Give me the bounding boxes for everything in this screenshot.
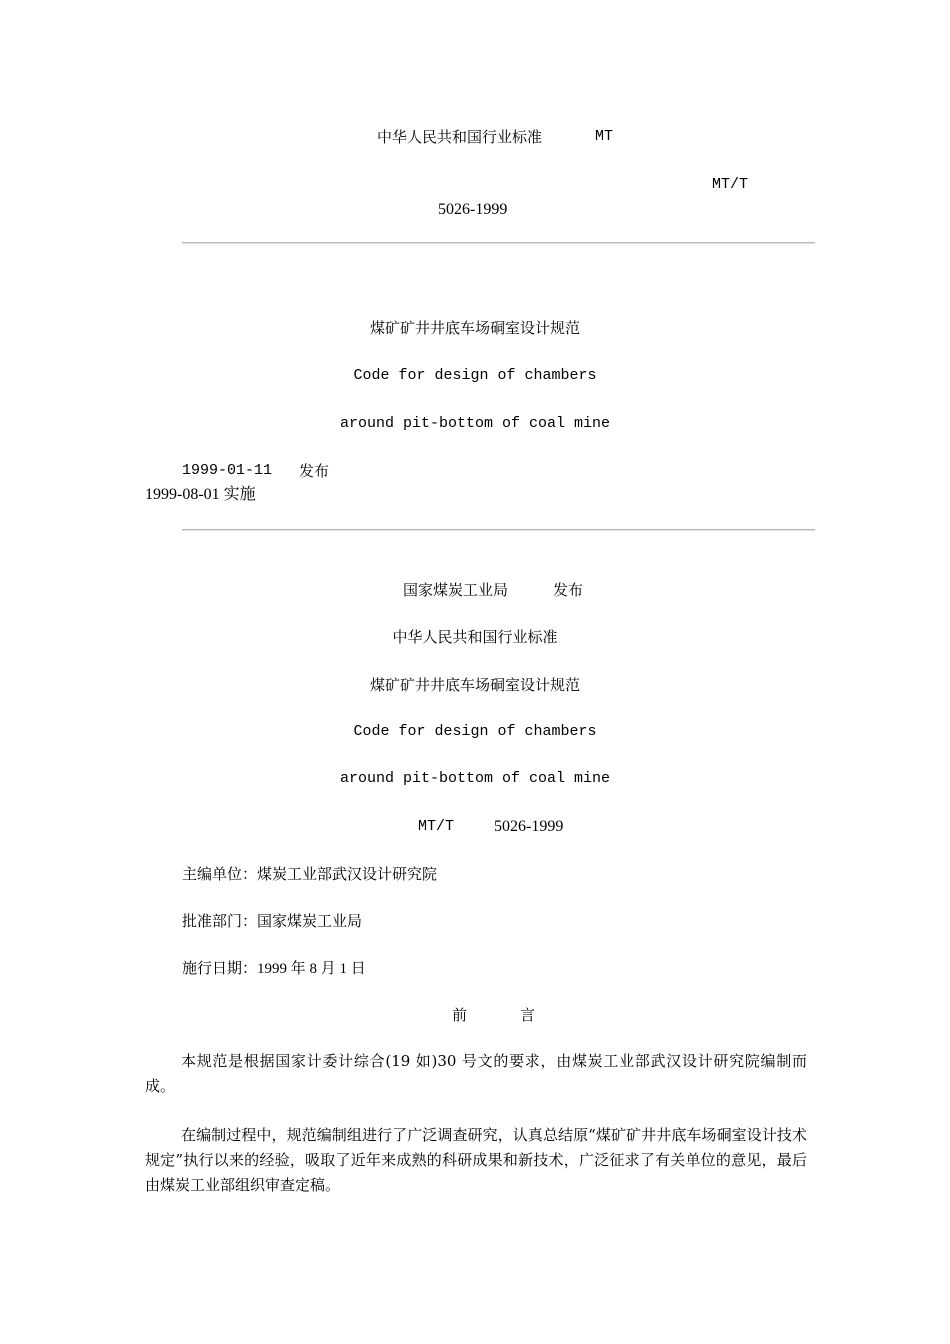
document-title-cn: 煤矿矿井井底车场硐室设计规范	[369, 319, 580, 337]
standard-title: 中华人民共和国行业标准	[377, 128, 543, 146]
effective-line	[182, 958, 366, 979]
second-code-prefix: MT/T	[418, 818, 455, 835]
second-title-cn: 煤矿矿井井底车场硐室设计规范	[369, 676, 580, 694]
approver-line	[182, 911, 362, 931]
divider-top	[182, 242, 815, 244]
effective-label: 施行日期：	[182, 959, 258, 977]
editor-value: 煤炭工业部武汉设计研究院	[257, 865, 438, 883]
code-prefix: MT/T	[712, 176, 749, 193]
document-title-en-line1: Code for design of chambers	[353, 367, 597, 384]
second-title-en-line2: around pit-bottom of coal mine	[339, 770, 611, 787]
preface-paragraph-1: 本规范是根据国家计委计综合(19 如)30 号文的要求，由煤炭工业部武汉设计研究院编制而成。	[145, 1052, 807, 1095]
effective-value: 1999 年 8 月 1 日	[257, 961, 366, 977]
approver-value: 国家煤炭工业局	[257, 912, 363, 930]
publisher-label: 发布	[553, 581, 584, 599]
second-standard-title: 中华人民共和国行业标准	[392, 628, 558, 646]
second-code-number: 5026-1999	[494, 818, 564, 835]
approver-label: 批准部门：	[182, 912, 258, 930]
publisher-name: 国家煤炭工业局	[403, 581, 509, 599]
effective-date-value: 1999-08-01	[145, 486, 220, 503]
effective-date-label: 实施	[223, 486, 256, 503]
editor-label: 主编单位：	[182, 865, 258, 883]
preface-heading-char2: 言	[520, 1006, 536, 1024]
divider-bottom	[182, 529, 815, 531]
editor-line	[182, 864, 437, 884]
code-number: 5026-1999	[438, 201, 508, 218]
second-title-en-line1: Code for design of chambers	[353, 723, 597, 740]
preface-paragraph-2: 在编制过程中，规范编制组进行了广泛调查研究，认真总结原“煤矿矿井井底车场硐室设计技术规定”执行以来的经验，吸取了近年来成熟的科研成果和新技术，广泛征求了有关单位的意见，最后由煤炭工业部组织审查定稿。	[145, 1126, 807, 1194]
effective-date	[145, 485, 256, 505]
standard-code: MT	[595, 128, 614, 145]
document-title-en-line2: around pit-bottom of coal mine	[339, 415, 611, 432]
issue-date: 1999-01-11	[182, 462, 273, 479]
preface-heading-char1: 前	[452, 1006, 468, 1024]
issue-label: 发布	[299, 462, 330, 480]
